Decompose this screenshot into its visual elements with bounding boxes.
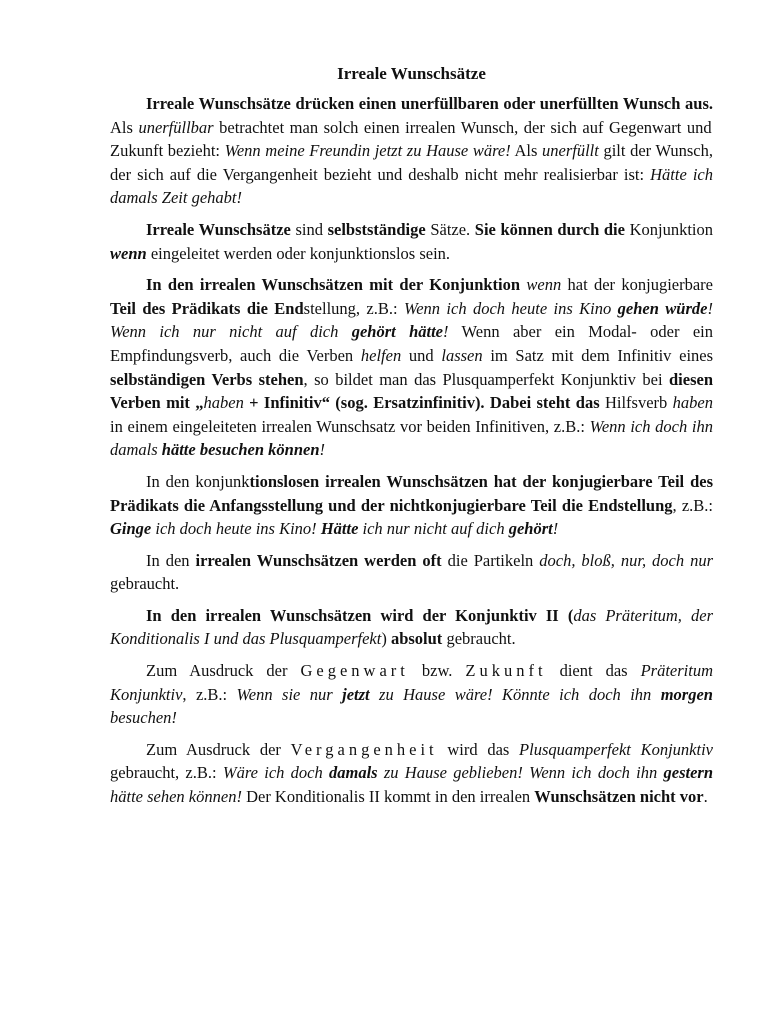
paragraph-1: Irreale Wunschsätze drücken einen unerfüllbaren oder unerfüllten Wunsch aus. Als unerfüllbar betrachtet man solch einen irrealen Wunsch, der sich auf Gegenwart und Zukunft bezieht: Wenn meine Freundin jetzt zu Hause wäre! Als unerfüllt gilt der Wunsch, der sich auf die Vergangenheit bezieht und deshalb nicht mehr realisierbar ist: Hätte ich damals Zeit gehabt!: [110, 94, 713, 208]
paragraph-8: Zum Ausdruck der Vergangenheit wird das Plusquamperfekt Konjunktiv gebraucht, z.B.: Wäre ich doch damals zu Hause geblieben! Wenn ich doch ihn gestern hätte sehen können! Der Konditionalis II kommt in den irrealen Wunschsätzen nicht vor.: [110, 739, 713, 807]
paragraph-4: In den konjunktionslosen irrealen Wunschsätzen hat der konjugierbare Teil des Prädikats die Anfangsstellung und der nichtkonjugierbare Teil die Endstellung, z.B.: Ginge ich doch heute ins Kino! Hätte ich nur nicht auf dich gehört!: [110, 471, 713, 539]
paragraph-3: In den irrealen Wunschsätzen mit der Konjunktion wenn hat der konjugierbare Teil des Prädikats die Endstellung, z.B.: Wenn ich doch heute ins Kino gehen würde! Wenn ich nur nicht auf dich gehört hätte! Wenn aber ein Modal- oder ein Empfindungsverb, auch die Verben helfen und lassen im Satz mit dem Infinitiv eines selbständigen Verbs stehen, so bildet man das Plusquamperfekt Konjunktiv bei diesen Verben mit „haben + Infinitiv“ (sog. Ersatzinfinitiv). Dabei steht das Hilfsverb haben in einem eingeleiteten irrealen Wunschsatz vor beiden Infinitiven, z.B.: Wenn ich doch ihn damals hätte besuchen können!: [110, 275, 714, 460]
paragraph-7: Zum Ausdruck der Gegenwart bzw. Zukunft dient das Präteritum Konjunktiv, z.B.: Wenn sie nur jetzt zu Hause wäre! Könnte ich doch ihn morgen besuchen!: [110, 661, 713, 728]
page-title: Irreale Wunschsätze: [337, 64, 486, 83]
paragraph-6: In den irrealen Wunschsätzen wird der Konjunktiv II (das Präteritum, der Konditionalis I und das Plusquamperfekt) absolut gebraucht.: [110, 605, 713, 649]
paragraph-5: In den irrealen Wunschsätzen werden oft die Partikeln doch, bloß, nur, doch nur gebraucht.: [110, 550, 713, 594]
paragraph-2: Irreale Wunschsätze sind selbstständige Sätze. Sie können durch die Konjunktion wenn eingeleitet werden oder konjunktionslos sein.: [110, 219, 714, 263]
